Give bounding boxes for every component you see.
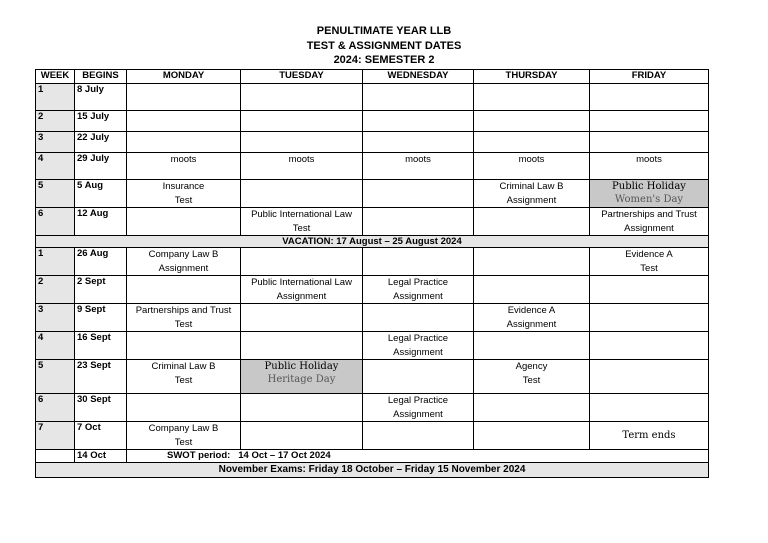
thursday-cell: [474, 276, 590, 304]
public-holiday-cell: [590, 180, 709, 208]
monday-cell: [127, 84, 241, 111]
friday-cell: moots: [590, 153, 709, 180]
tuesday-cell: [241, 248, 363, 276]
week-cell: 6: [36, 394, 75, 422]
begins-cell: 29 July: [75, 153, 127, 180]
header-begins: BEGINS: [75, 70, 127, 84]
header-week: WEEK: [36, 70, 75, 84]
monday-cell: Partnerships and Trust Test: [127, 304, 241, 332]
table-row: [36, 111, 709, 132]
exams-label: November Exams: Friday 18 October – Friday 15 November 2024: [36, 463, 709, 478]
begins-cell: 9 Sept: [75, 304, 127, 332]
week-cell: 7: [36, 422, 75, 450]
week-cell: 4: [36, 153, 75, 180]
tuesday-cell: Public International Law Test: [241, 208, 363, 236]
wednesday-cell: [363, 84, 474, 111]
table-row: [36, 276, 709, 304]
monday-cell: [127, 394, 241, 422]
table-row: [36, 153, 709, 180]
vacation-label: VACATION: 17 August – 25 August 2024: [36, 236, 709, 248]
wednesday-cell: Legal Practice Assignment: [363, 394, 474, 422]
monday-cell: [127, 332, 241, 360]
thursday-cell: [474, 248, 590, 276]
week-cell: 1: [36, 84, 75, 111]
monday-cell: Insurance Test: [127, 180, 241, 208]
week-cell: 6: [36, 208, 75, 236]
wednesday-cell: [363, 208, 474, 236]
table-row: [36, 248, 709, 276]
holiday-title: Public Holiday: [264, 361, 339, 372]
begins-cell: 7 Oct: [75, 422, 127, 450]
header-friday: FRIDAY: [590, 70, 709, 84]
swot-row: [36, 450, 709, 463]
wednesday-cell: [363, 304, 474, 332]
begins-cell: 5 Aug: [75, 180, 127, 208]
monday-cell: [127, 111, 241, 132]
table-row: [36, 180, 709, 208]
header-thursday: THURSDAY: [474, 70, 590, 84]
vacation-row: [36, 236, 709, 248]
header-row: [36, 70, 709, 84]
title-line-2: TEST & ASSIGNMENT DATES: [306, 39, 462, 52]
monday-cell: [127, 132, 241, 153]
thursday-cell: Evidence A Assignment: [474, 304, 590, 332]
week-cell: 3: [36, 132, 75, 153]
friday-cell: [590, 394, 709, 422]
table-row: [36, 422, 709, 450]
public-holiday-cell: [241, 360, 363, 394]
week-cell: 2: [36, 111, 75, 132]
monday-cell: moots: [127, 153, 241, 180]
holiday-name: Women's Day: [614, 194, 684, 205]
thursday-cell: [474, 422, 590, 450]
table-row: [36, 304, 709, 332]
thursday-cell: [474, 111, 590, 132]
thursday-cell: Agency Test: [474, 360, 590, 394]
monday-cell: Criminal Law B Test: [127, 360, 241, 394]
tuesday-cell: [241, 180, 363, 208]
document-title: [0, 24, 768, 68]
wednesday-cell: Legal Practice Assignment: [363, 276, 474, 304]
thursday-cell: [474, 84, 590, 111]
begins-cell: 2 Sept: [75, 276, 127, 304]
friday-cell: [590, 304, 709, 332]
thursday-cell: [474, 208, 590, 236]
week-cell: 5: [36, 360, 75, 394]
tuesday-cell: [241, 332, 363, 360]
table-row: [36, 84, 709, 111]
thursday-cell: moots: [474, 153, 590, 180]
swot-period: [127, 450, 709, 463]
wednesday-cell: Legal Practice Assignment: [363, 332, 474, 360]
friday-cell: [590, 276, 709, 304]
header-tuesday: TUESDAY: [241, 70, 363, 84]
table-row: [36, 394, 709, 422]
friday-cell: [590, 332, 709, 360]
thursday-cell: [474, 332, 590, 360]
tuesday-cell: [241, 84, 363, 111]
thursday-cell: Criminal Law B Assignment: [474, 180, 590, 208]
exams-row: [36, 463, 709, 478]
wednesday-cell: [363, 132, 474, 153]
friday-cell: Evidence A Test: [590, 248, 709, 276]
monday-cell: [127, 208, 241, 236]
header-monday: MONDAY: [127, 70, 241, 84]
tuesday-cell: [241, 111, 363, 132]
friday-cell: [590, 132, 709, 153]
week-cell: 3: [36, 304, 75, 332]
week-cell: 1: [36, 248, 75, 276]
swot-dates: 14 Oct – 17 Oct 2024: [238, 450, 331, 461]
week-cell: 2: [36, 276, 75, 304]
begins-cell: 8 July: [75, 84, 127, 111]
friday-cell: Partnerships and Trust Assignment: [590, 208, 709, 236]
swot-label: SWOT period:: [167, 450, 231, 461]
thursday-cell: [474, 132, 590, 153]
wednesday-cell: [363, 422, 474, 450]
table-row: [36, 360, 709, 394]
monday-cell: Company Law B Test: [127, 422, 241, 450]
wednesday-cell: moots: [363, 153, 474, 180]
header-wednesday: WEDNESDAY: [363, 70, 474, 84]
tuesday-cell: [241, 304, 363, 332]
tuesday-cell: moots: [241, 153, 363, 180]
table-row: [36, 132, 709, 153]
week-cell: [36, 450, 75, 463]
begins-cell: 15 July: [75, 111, 127, 132]
begins-cell: 30 Sept: [75, 394, 127, 422]
begins-cell: 26 Aug: [75, 248, 127, 276]
table-row: [36, 208, 709, 236]
table-row: [36, 332, 709, 360]
tuesday-cell: Public International Law Assignment: [241, 276, 363, 304]
begins-cell: 12 Aug: [75, 208, 127, 236]
monday-cell: Company Law B Assignment: [127, 248, 241, 276]
begins-cell: 14 Oct: [75, 450, 127, 463]
week-cell: 4: [36, 332, 75, 360]
holiday-title: Public Holiday: [612, 181, 686, 192]
tuesday-cell: [241, 422, 363, 450]
wednesday-cell: [363, 111, 474, 132]
begins-cell: 22 July: [75, 132, 127, 153]
schedule-table: [35, 69, 709, 478]
wednesday-cell: [363, 248, 474, 276]
title-line-1: PENULTIMATE YEAR LLB: [316, 25, 452, 37]
wednesday-cell: [363, 360, 474, 394]
title-line-3: 2024: SEMESTER 2: [333, 54, 435, 66]
friday-cell: [590, 360, 709, 394]
tuesday-cell: [241, 394, 363, 422]
friday-cell: [590, 84, 709, 111]
term-ends-cell: Term ends: [590, 422, 709, 450]
thursday-cell: [474, 394, 590, 422]
tuesday-cell: [241, 132, 363, 153]
week-cell: 5: [36, 180, 75, 208]
begins-cell: 23 Sept: [75, 360, 127, 394]
holiday-name: Heritage Day: [267, 374, 336, 385]
wednesday-cell: [363, 180, 474, 208]
begins-cell: 16 Sept: [75, 332, 127, 360]
friday-cell: [590, 111, 709, 132]
monday-cell: [127, 276, 241, 304]
